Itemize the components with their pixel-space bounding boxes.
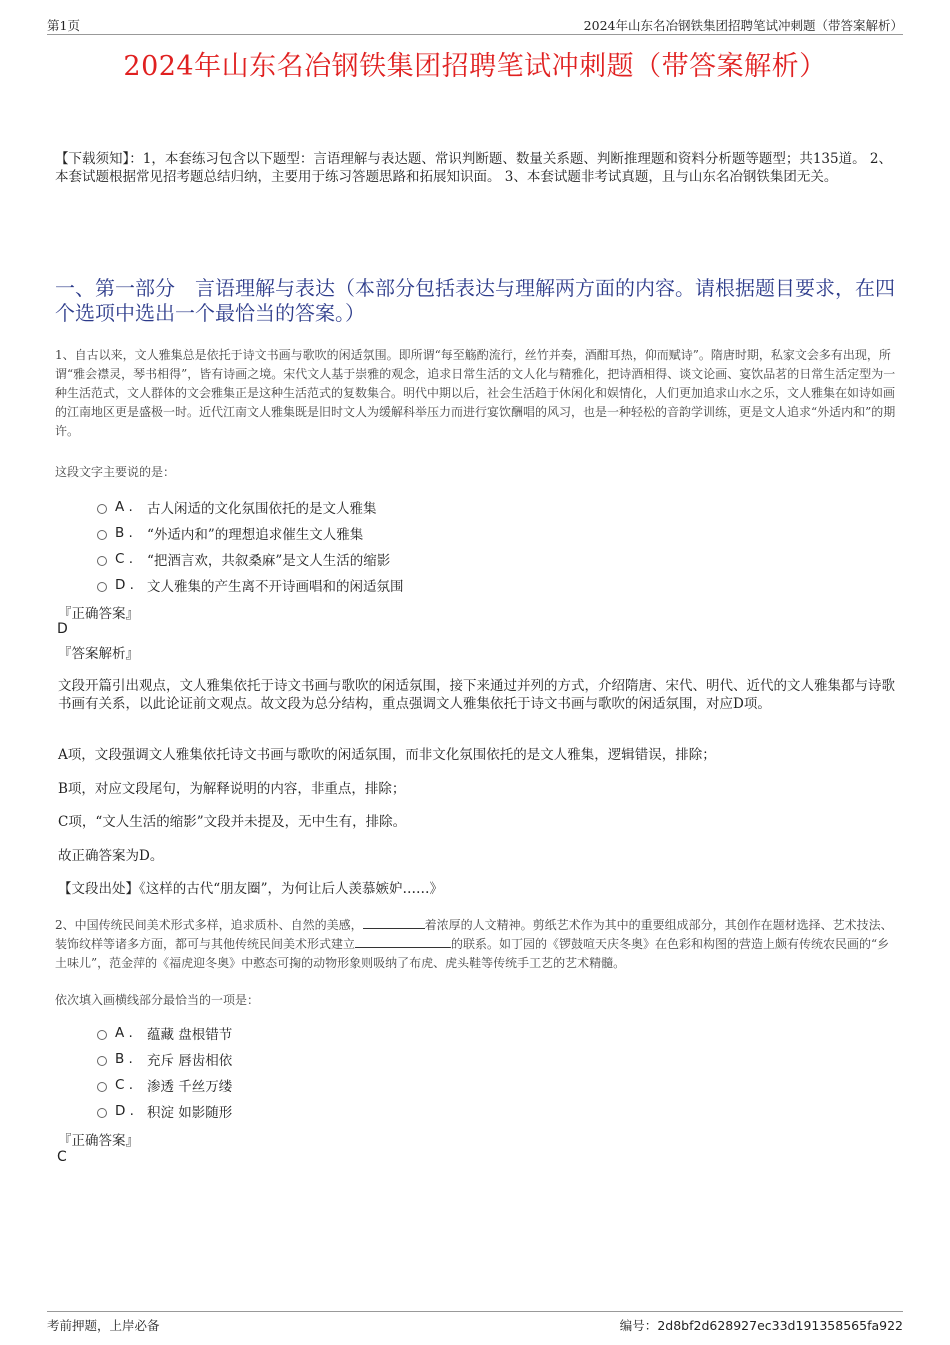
- analysis-paragraph: C项，“文人生活的缩影”文段并未提及，无中生有，排除。: [58, 814, 407, 830]
- radio-icon[interactable]: [97, 582, 107, 592]
- question-2-option-a[interactable]: A . 蕴藏 盘根错节: [97, 1020, 232, 1046]
- radio-icon[interactable]: [97, 556, 107, 566]
- fill-blank-1: [363, 916, 425, 929]
- fill-blank-2: [355, 935, 451, 948]
- question-2-option-d[interactable]: D . 积淀 如影随形: [97, 1098, 232, 1124]
- radio-icon[interactable]: [97, 1082, 107, 1092]
- question-2-option-c[interactable]: C . 渗透 千丝万缕: [97, 1072, 232, 1098]
- header-doc-title: 2024年山东名冶钢铁集团招聘笔试冲刺题（带答案解析）: [583, 18, 903, 33]
- question-1-option-c[interactable]: C . “把酒言欢，共叙桑麻”是文人生活的缩影: [97, 546, 404, 572]
- section-heading: 一、第一部分 言语理解与表达（本部分包括表达与理解两方面的内容。请根据题目要求，在四个选项中选出一个最恰当的答案。）: [55, 276, 895, 325]
- question-1-option-d[interactable]: D . 文人雅集的产生离不开诗画唱和的闲适氛围: [97, 572, 404, 598]
- question-1-prompt: 这段文字主要说的是：: [55, 465, 176, 479]
- question-1-option-a[interactable]: A . 古人闲适的文化氛围依托的是文人雅集: [97, 494, 404, 520]
- download-notice: 【下载须知】：1，本套练习包含以下题型：言语理解与表达题、常识判断题、数量关系题、判断推理题和资料分析题等题型；共135道。 2、本套试题根据常见招考题总结归纳，主要用于练习答题思路和拓展知识面。 3、本套试题非考试真题，且与山东名冶钢铁集团无关。: [55, 151, 892, 185]
- page-header: [47, 14, 903, 35]
- analysis-paragraph: A项，文段强调文人雅集依托诗文书画与歌吹的闲适氛围，而非文化氛围依托的是文人雅集，逻辑错误，排除；: [58, 747, 716, 763]
- analysis-paragraph: 文段开篇引出观点，文人雅集依托于诗文书画与歌吹的闲适氛围，接下来通过并列的方式，介绍隋唐、宋代、明代、近代的文人雅集都与诗歌书画有关系，以此论证前文观点。故文段为总分结构，重点强调文人雅集依托于诗文书画与歌吹的闲适氛围，对应D项。: [58, 678, 895, 712]
- page-number: 第1页: [47, 18, 80, 33]
- question-1-answer-label: 『正确答案』: [58, 606, 139, 622]
- question-1-options: [97, 494, 404, 598]
- question-1-stem: 1、自古以来，文人雅集总是依托于诗文书画与歌吹的闲适氛围。即所谓“每至觞酌流行，丝竹并奏，酒酣耳热，仰而赋诗”。隋唐时期，私家文会多有出现，所谓“雅会襟灵，琴书相得”，皆有诗画之境。宋代文人基于崇雅的观念，追求日常生活的文人化与精雅化，把诗酒相得、谈文论画、宴饮品茗的日常生活定型为一种生活范式，文人群体的文会雅集正是这种生活范式的复数集合。明代中期以后，社会生活趋于休闲化和娱情化，人们更加追求山水之乐，文人雅集在如诗如画的江南地区更是盛极一时。近代江南文人雅集既是旧时文人为缓解科举压力而进行宴饮酬唱的风习，也是一种轻松的音韵学训练，更是文人追求“外适内和”的期许。: [55, 348, 896, 438]
- document-title: 2024年山东名冶钢铁集团招聘笔试冲刺题（带答案解析）: [123, 51, 827, 82]
- question-1-answer: D: [57, 621, 68, 637]
- question-2-answer: C: [57, 1149, 67, 1165]
- question-2-options: [97, 1020, 232, 1124]
- question-1-option-b[interactable]: B . “外适内和”的理想追求催生文人雅集: [97, 520, 404, 546]
- question-2-prompt: 依次填入画横线部分最恰当的一项是：: [55, 993, 260, 1007]
- source-citation: 【文段出处】《这样的古代“朋友圈”，为何让后人羡慕嫉妒……》: [58, 881, 444, 897]
- radio-icon[interactable]: [97, 1030, 107, 1040]
- footer-code: 编号：2d8bf2d628927ec33d191358565fa922: [619, 1318, 903, 1333]
- page-footer: [47, 1311, 903, 1334]
- radio-icon[interactable]: [97, 530, 107, 540]
- question-1-analysis-label: 『答案解析』: [58, 646, 139, 662]
- question-2-option-b[interactable]: B . 充斥 唇齿相依: [97, 1046, 232, 1072]
- footer-slogan: 考前押题，上岸必备: [47, 1318, 160, 1333]
- question-2-answer-label: 『正确答案』: [58, 1133, 139, 1149]
- analysis-paragraph: B项，对应文段尾句，为解释说明的内容，非重点，排除；: [58, 781, 406, 797]
- analysis-paragraph: 故正确答案为D。: [58, 848, 164, 864]
- radio-icon[interactable]: [97, 1108, 107, 1118]
- radio-icon[interactable]: [97, 1056, 107, 1066]
- question-2-stem: 2、中国传统民间美术形式多样，追求质朴、自然的美感， 着浓厚的人文精神。剪纸艺术作为其中的重要组成部分，其创作在题材选择、艺术技法、装饰纹样等诸多方面，都可与其他传统民间美术形式建立 的联系。如丁园的《锣鼓喧天庆冬奥》在色彩和构图的营造上颇有传统农民画的“乡土味儿”，范金萍的《福虎迎冬奥》中憨态可掬的动物形象则吸纳了布虎、虎头鞋等传统手工艺的艺术精髓。: [55, 918, 893, 970]
- radio-icon[interactable]: [97, 504, 107, 514]
